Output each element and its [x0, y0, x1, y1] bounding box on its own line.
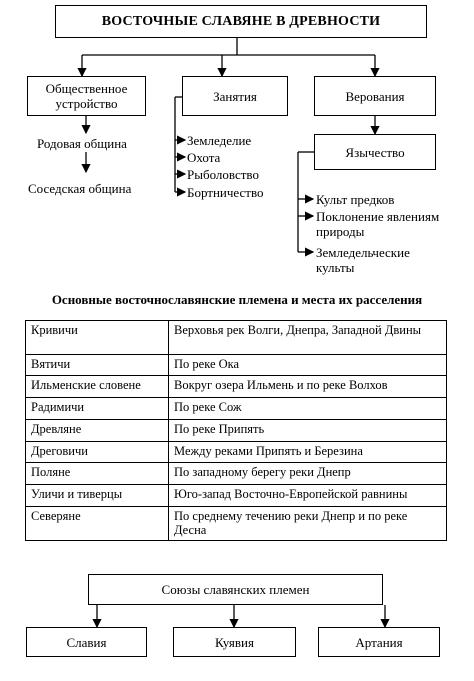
paganism-box: Язычество: [314, 134, 436, 170]
social-structure-box: Общественное устройство: [27, 76, 146, 116]
belief-ancestor-cult: Культ предков: [316, 192, 395, 207]
table-heading: Основные восточнославянские племена и места их расселения: [51, 292, 423, 307]
belief-agrarian-cults: Земледельческие культы: [316, 245, 410, 275]
table-row: [26, 355, 447, 376]
tribe-name: Древляне: [26, 420, 169, 442]
tribe-name: Кривичи: [26, 321, 169, 355]
tribe-place: По реке Припять: [169, 420, 447, 442]
occupations-box: Занятия: [182, 76, 288, 116]
unions-box: Союзы славянских племен: [88, 574, 383, 605]
table-row: [26, 420, 447, 442]
occupation-hunting: Охота: [187, 150, 221, 165]
tribe-place: По реке Сож: [169, 398, 447, 420]
tribe-place: Между реками Припять и Березина: [169, 442, 447, 463]
table-row: [26, 485, 447, 507]
beliefs-box: Верования: [314, 76, 436, 116]
diagram-title: ВОСТОЧНЫЕ СЛАВЯНЕ В ДРЕВНОСТИ: [55, 5, 427, 38]
tribe-name: Поляне: [26, 463, 169, 485]
tribes-table: [25, 320, 447, 541]
union-slavia: Славия: [26, 627, 147, 657]
tribe-name: Северяне: [26, 507, 169, 541]
occupation-farming: Земледелие: [187, 133, 252, 148]
clan-community: Родовая община: [37, 136, 127, 151]
tribe-place: По западному берегу реки Днепр: [169, 463, 447, 485]
table-row: [26, 376, 447, 398]
table-row: [26, 442, 447, 463]
occupation-beekeeping: Бортничество: [187, 185, 264, 200]
tribe-name: Радимичи: [26, 398, 169, 420]
tribe-place: По реке Ока: [169, 355, 447, 376]
tribe-place: По среднему течению реки Днепр и по реке Десна: [169, 507, 447, 541]
table-row: [26, 507, 447, 541]
tribe-name: Уличи и тиверцы: [26, 485, 169, 507]
union-kuyavia: Куявия: [173, 627, 296, 657]
tribe-place: Юго-запад Восточно-Европейской равнины: [169, 485, 447, 507]
table-row: [26, 398, 447, 420]
table-row: [26, 321, 447, 355]
tribe-place: Вокруг озера Ильмень и по реке Волхов: [169, 376, 447, 398]
belief-nature-worship: Поклонение явлениям природы: [316, 209, 440, 239]
neighbor-community: Соседская община: [28, 181, 132, 196]
table-row: [26, 463, 447, 485]
tribe-place: Верховья рек Волги, Днепра, Западной Двины: [169, 321, 447, 355]
union-artania: Артания: [318, 627, 440, 657]
occupation-fishing: Рыболовство: [187, 167, 259, 182]
tribe-name: Вятичи: [26, 355, 169, 376]
tribe-name: Дреговичи: [26, 442, 169, 463]
tribe-name: Ильменские словене: [26, 376, 169, 398]
